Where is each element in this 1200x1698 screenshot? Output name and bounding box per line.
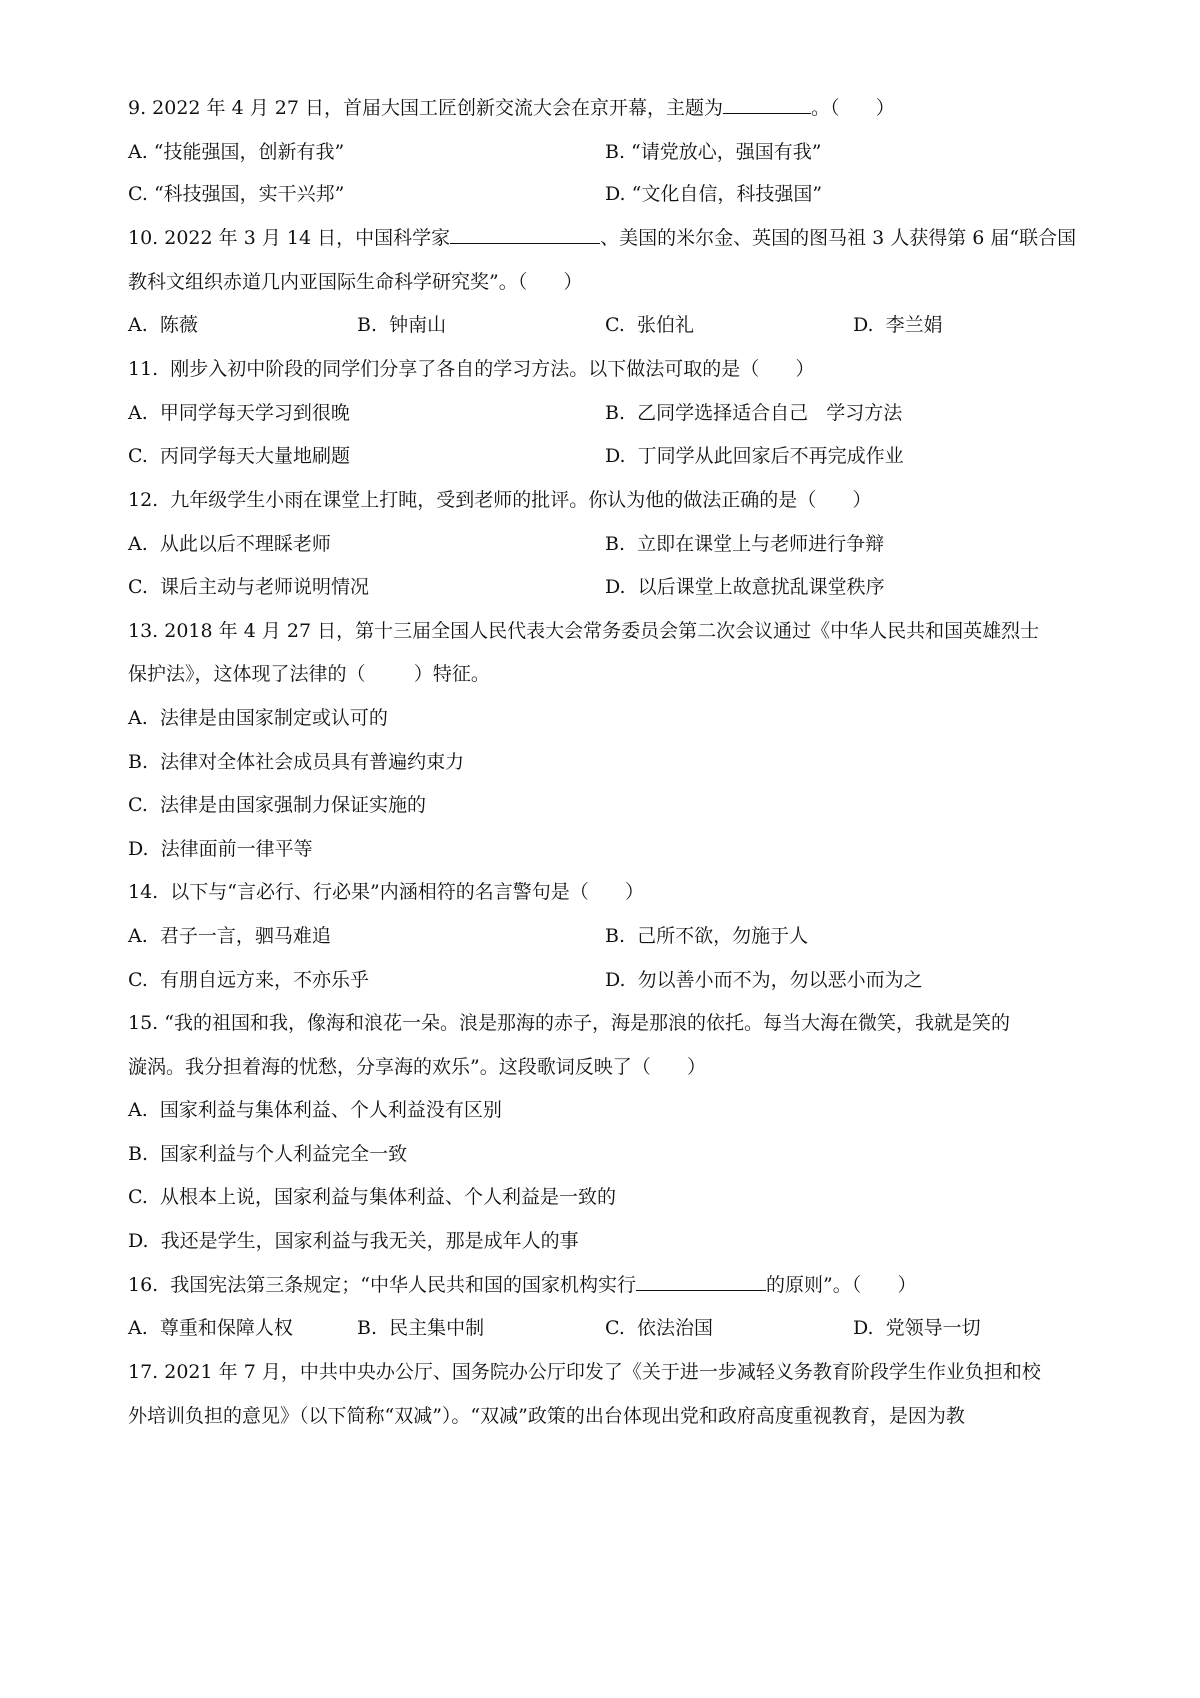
question-13-stem: 13. 2018 年 4 月 27 日，第十三届全国人民代表大会常务委员会第二次会议通过《中华人民共和国英雄烈士: [128, 620, 1040, 642]
question-10-option-c: C. 张伯礼: [605, 314, 694, 336]
question-13-option-b: B. 法律对全体社会成员具有普遍约束力: [128, 751, 465, 773]
question-9-option-d: D. “文化自信，科技强国”: [605, 183, 823, 205]
question-13-option-c: C. 法律是由国家强制力保证实施的: [128, 794, 426, 816]
question-15-option-b: B. 国家利益与个人利益完全一致: [128, 1143, 408, 1165]
answer-blank: [723, 95, 811, 114]
question-9-option-a: A. “技能强国，创新有我”: [128, 141, 345, 163]
question-14-option-b: B. 己所不欲，勿施于人: [605, 925, 809, 947]
question-10-stem-line-2: 教科文组织赤道几内亚国际生命科学研究奖”。（ ）: [128, 271, 583, 293]
question-12-option-b: B. 立即在课堂上与老师进行争辩: [605, 533, 885, 555]
question-11-stem: 11. 刚步入初中阶段的同学们分享了各自的学习方法。以下做法可取的是（ ）: [128, 358, 815, 380]
question-11-option-b: B. 乙同学选择适合自己 学习方法: [605, 402, 903, 424]
question-13-option-a: A. 法律是由国家制定或认可的: [128, 707, 388, 729]
question-16-option-a: A. 尊重和保障人权: [128, 1317, 293, 1339]
question-11-option-c: C. 丙同学每天大量地刷题: [128, 445, 350, 467]
question-10-option-d: D. 李兰娟: [853, 314, 943, 336]
question-10-option-b: B. 钟南山: [357, 314, 447, 336]
question-12-option-c: C. 课后主动与老师说明情况: [128, 576, 369, 598]
question-10-stem: 10. 2022 年 3 月 14 日，中国科学家 、美国的米尔金、英国的图马祖 3 人获得第 6 届“联合国: [128, 227, 1077, 249]
question-11-option-d: D. 丁同学从此回家后不再完成作业: [605, 445, 904, 467]
question-13-stem-line-2: 保护法》，这体现了法律的（ ）特征。: [128, 663, 490, 685]
question-9-stem: 9. 2022 年 4 月 27 日，首届大国工匠创新交流大会在京开幕，主题为 。（ ）: [128, 97, 895, 119]
question-17-stem: 17. 2021 年 7 月，中共中央办公厅、国务院办公厅印发了《关于进一步减轻义务教育阶段学生作业负担和校: [128, 1361, 1041, 1383]
question-9-option-b: B. “请党放心，强国有我”: [605, 141, 822, 163]
question-17-stem-line-2: 外培训负担的意见》（以下简称“双减”）。“双减”政策的出台体现出党和政府高度重视教育，是因为教: [128, 1405, 965, 1427]
question-16-option-b: B. 民主集中制: [357, 1317, 485, 1339]
question-10-option-a: A. 陈薇: [128, 314, 198, 336]
question-15-option-d: D. 我还是学生，国家利益与我无关，那是成年人的事: [128, 1230, 579, 1252]
question-9-option-c: C. “科技强国，实干兴邦”: [128, 183, 345, 205]
question-12-option-d: D. 以后课堂上故意扰乱课堂秩序: [605, 576, 885, 598]
question-16-option-d: D. 党领导一切: [853, 1317, 981, 1339]
question-14-option-a: A. 君子一言，驷马难追: [128, 925, 331, 947]
answer-blank: [450, 225, 600, 244]
question-11-option-a: A. 甲同学每天学习到很晚: [128, 402, 350, 424]
question-12-stem: 12. 九年级学生小雨在课堂上打盹，受到老师的批评。你认为他的做法正确的是（ ）: [128, 489, 872, 511]
question-16-option-c: C. 依法治国: [605, 1317, 713, 1339]
question-15-option-a: A. 国家利益与集体利益、个人利益没有区别: [128, 1099, 502, 1121]
question-13-option-d: D. 法律面前一律平等: [128, 838, 313, 860]
question-12-option-a: A. 从此以后不理睬老师: [128, 533, 331, 555]
question-15-stem-line-2: 漩涡。我分担着海的忧愁，分享海的欢乐”。这段歌词反映了（ ）: [128, 1056, 706, 1078]
answer-blank: [636, 1272, 766, 1291]
question-14-option-d: D. 勿以善小而不为，勿以恶小而为之: [605, 969, 923, 991]
question-16-stem: 16. 我国宪法第三条规定；“中华人民共和国的国家机构实行 的原则”。（ ）: [128, 1274, 917, 1296]
question-15-stem: 15. “我的祖国和我，像海和浪花一朵。浪是那海的赤子，海是那浪的依托。每当大海在微笑，我就是笑的: [128, 1012, 1010, 1034]
question-14-stem: 14. 以下与“言必行、行必果”内涵相符的名言警句是（ ）: [128, 881, 644, 903]
question-14-option-c: C. 有朋自远方来，不亦乐乎: [128, 969, 369, 991]
question-15-option-c: C. 从根本上说，国家利益与集体利益、个人利益是一致的: [128, 1186, 616, 1208]
